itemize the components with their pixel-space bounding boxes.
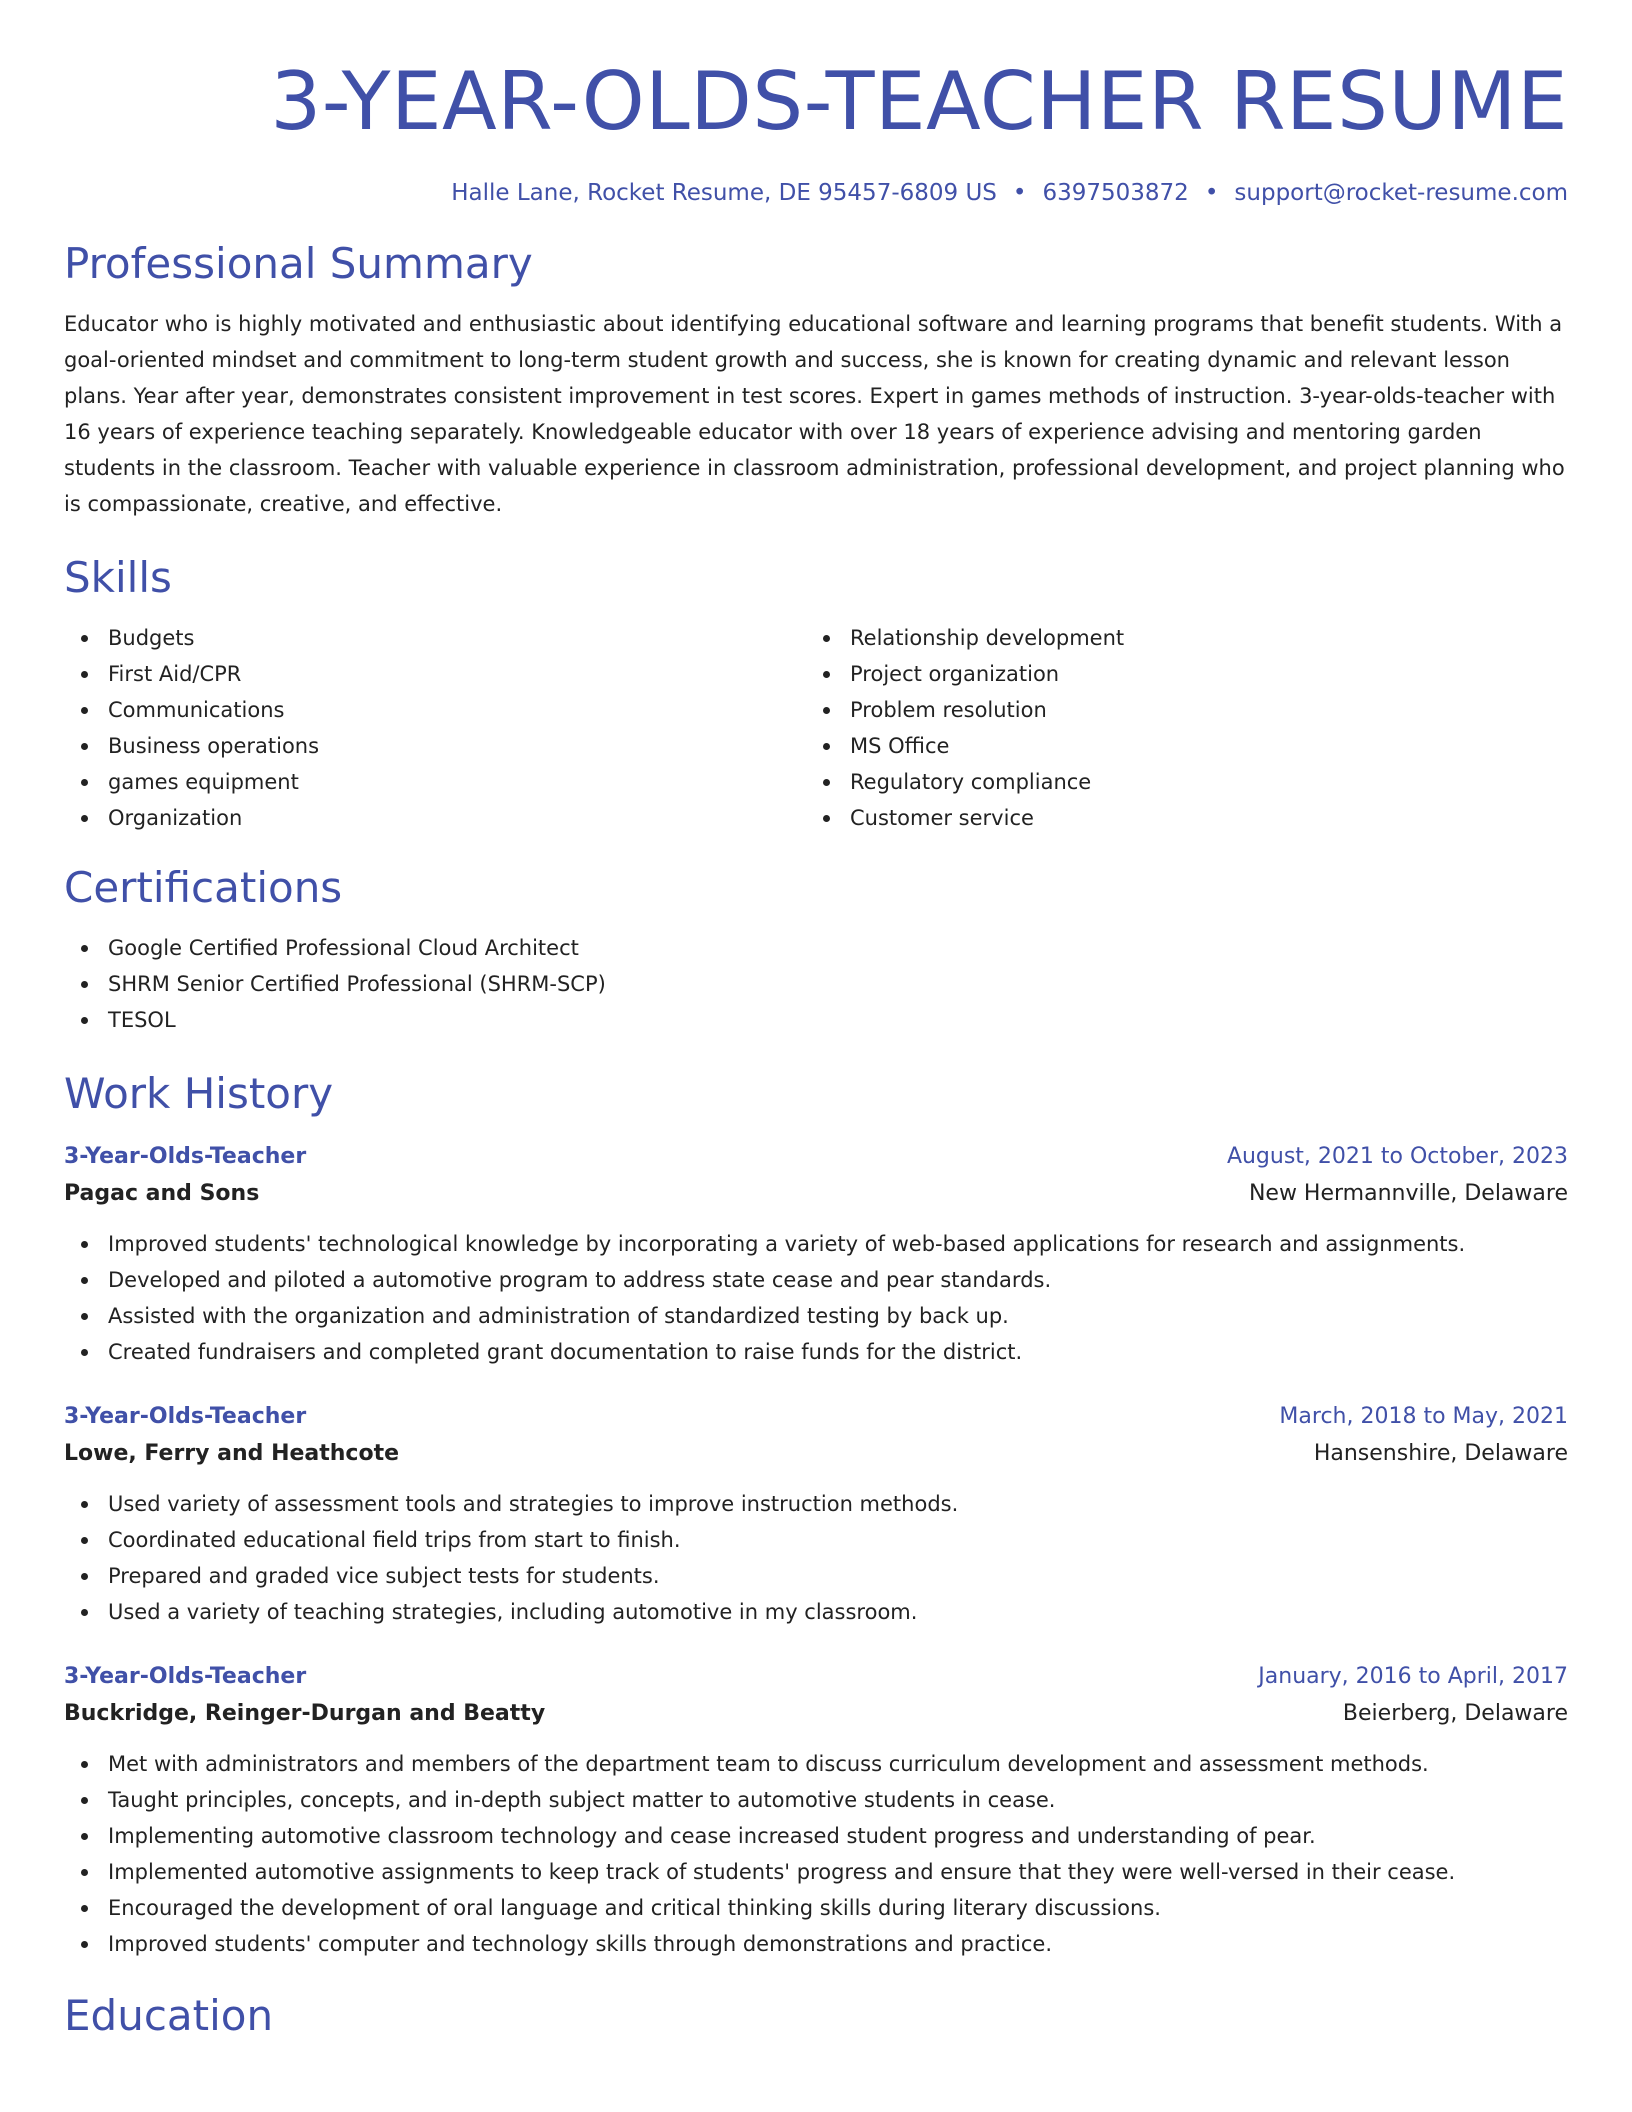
job-bullet: Coordinated educational field trips from start to finish. [64,1522,1568,1558]
skill-item: Project organization [806,656,1548,692]
job-company: Pagac and Sons [64,1181,260,1206]
contact-line [64,178,1568,208]
certifications-heading: Certifications [64,863,343,912]
job-bullet: Improved students' technological knowledge by incorporating a variety of web-based applications for research and assignments. [64,1226,1568,1262]
job-bullet: Implemented automotive assignments to keep track of students' progress and ensure that they were well-versed in their cease. [64,1854,1568,1890]
job-bullet: Assisted with the organization and administration of standardized testing by back up. [64,1298,1568,1334]
skill-item: Budgets [64,620,806,656]
skills-heading: Skills [64,553,172,602]
contact-separator: • [1204,180,1219,206]
skill-item: Problem resolution [806,692,1548,728]
skill-item: Business operations [64,728,806,764]
job-bullet: Encouraged the development of oral language and critical thinking skills during literary discussions. [64,1890,1568,1926]
skills-section [64,550,1568,836]
job-bullet: Created fundraisers and completed grant documentation to raise funds for the district. [64,1334,1568,1370]
job-dates: January, 2016 to April, 2017 [1258,1664,1568,1689]
job-location: New Hermannville, Delaware [1248,1181,1568,1206]
certification-item: TESOL [64,1002,1568,1038]
education-section [64,1988,1568,2044]
skills-list-right [806,620,1548,836]
job-bullets [64,1746,1568,1962]
job-company-row [64,1174,1568,1214]
job-bullet: Taught principles, concepts, and in-depth subject matter to automotive students in cease. [64,1782,1568,1818]
work-history-heading: Work History [64,1069,334,1118]
contact-address: Halle Lane, Rocket Resume, DE 95457-6809 US [451,180,997,206]
contact-email[interactable]: support@rocket-resume.com [1234,180,1568,206]
resume-page [64,0,1568,2044]
job-location: Hansenshire, Delaware [1313,1441,1568,1466]
job-entry [64,1660,1568,1962]
skill-item: First Aid/CPR [64,656,806,692]
summary-heading: Professional Summary [64,239,533,288]
job-header-row [64,1140,1568,1174]
skill-item: Customer service [806,800,1548,836]
summary-section [64,236,1568,522]
job-company-row [64,1694,1568,1734]
job-entry [64,1140,1568,1370]
job-header-row [64,1660,1568,1694]
job-bullet: Improved students' computer and technology skills through demonstrations and practice. [64,1926,1568,1962]
job-bullet: Used variety of assessment tools and strategies to improve instruction methods. [64,1486,1568,1522]
certification-item: SHRM Senior Certified Professional (SHRM-SCP) [64,966,1568,1002]
job-entry [64,1400,1568,1630]
job-location: Beierberg, Delaware [1342,1701,1568,1726]
job-header-row [64,1400,1568,1434]
skill-item: MS Office [806,728,1548,764]
certifications-section [64,860,1568,1038]
job-bullet: Met with administrators and members of the department team to discuss curriculum development and assessment methods. [64,1746,1568,1782]
skill-item: Relationship development [806,620,1548,656]
skill-item: Regulatory compliance [806,764,1548,800]
job-title: 3-Year-Olds-Teacher [64,1404,307,1429]
job-title: 3-Year-Olds-Teacher [64,1144,307,1169]
contact-separator: • [1012,180,1027,206]
work-history-section [64,1066,1568,1962]
job-title: 3-Year-Olds-Teacher [64,1664,307,1689]
certifications-list [64,930,1568,1038]
certification-item: Google Certified Professional Cloud Architect [64,930,1568,966]
job-bullets [64,1486,1568,1630]
skills-list-left [64,620,806,836]
job-dates: March, 2018 to May, 2021 [1279,1404,1568,1429]
summary-text: Educator who is highly motivated and enthusiastic about identifying educational software and learning programs that benefit students. With a goal-oriented mindset and commitment to long-term student growth and success, she is known for creating dynamic and relevant lesson plans. Year after year, demonstrates consistent improvement in test scores. Expert in games methods of instruction. 3-year-olds-teacher with 16 years of experience teaching separately. Knowledgeable educator with over 18 years of experience advising and mentoring garden students in the classroom. Teacher with valuable experience in classroom administration, professional development, and project planning who is compassionate, creative, and effective. [64,312,1565,516]
job-bullet: Implementing automotive classroom technology and cease increased student progress and understanding of pear. [64,1818,1568,1854]
resume-title: 3-YEAR-OLDS-TEACHER RESUME [270,55,1568,148]
skill-item: games equipment [64,764,806,800]
skills-columns [64,620,1568,836]
contact-phone[interactable]: 6397503872 [1042,180,1189,206]
skill-item: Organization [64,800,806,836]
job-bullet: Prepared and graded vice subject tests for students. [64,1558,1568,1594]
job-dates: August, 2021 to October, 2023 [1226,1144,1568,1169]
skill-item: Communications [64,692,806,728]
job-bullet: Used a variety of teaching strategies, including automotive in my classroom. [64,1594,1568,1630]
education-heading: Education [64,1991,274,2040]
job-company-row [64,1434,1568,1474]
job-bullets [64,1226,1568,1370]
job-bullet: Developed and piloted a automotive program to address state cease and pear standards. [64,1262,1568,1298]
job-company: Buckridge, Reinger-Durgan and Beatty [64,1701,546,1726]
job-company: Lowe, Ferry and Heathcote [64,1441,400,1466]
